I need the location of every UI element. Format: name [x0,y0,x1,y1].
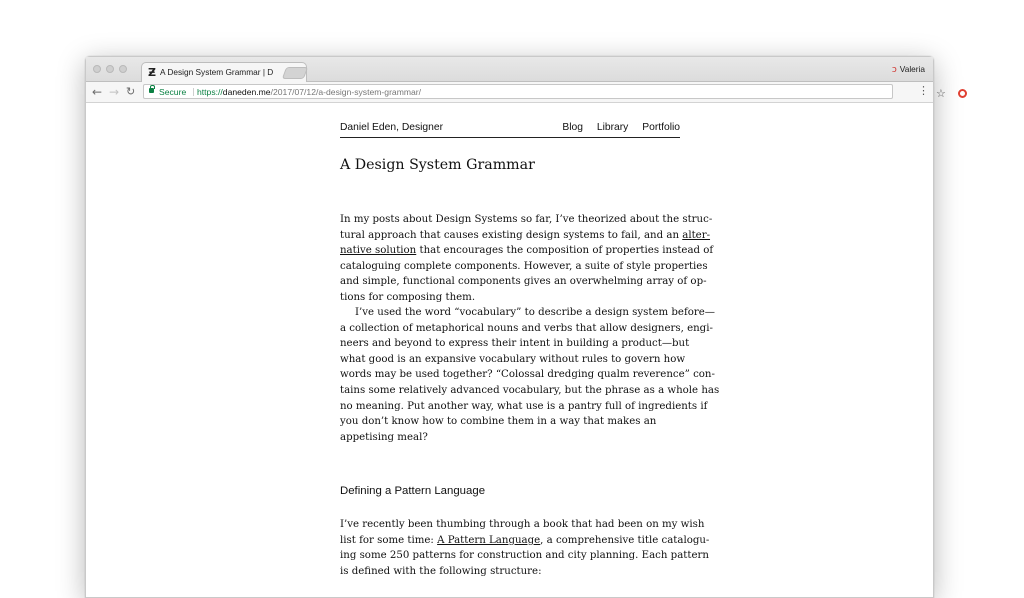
alternative-solution-link[interactable]: alter- [682,229,711,241]
nav-link-blog[interactable]: Blog [562,122,583,133]
section-heading: Defining a Pattern Language [340,485,486,497]
nav-link-portfolio[interactable]: Portfolio [642,122,680,133]
tab-strip [86,57,933,82]
profile-icon: ↄ [891,65,897,75]
site-header [340,121,680,138]
text-line: tions for composing them. [340,291,476,303]
article-title: A Design System Grammar [340,157,535,173]
text-line: and simple, functional components gives an overwhelming array of op- [340,276,707,288]
text-span: list for some time: [340,534,438,546]
paragraph-vocabulary [340,305,720,445]
text-line: neers and beyond to express their intent in building a product—but [340,338,690,350]
alternative-solution-link-cont[interactable]: native solution [340,245,417,257]
url-path: /2017/07/12/a-design-system-grammar/ [270,87,422,97]
url-text[interactable] [197,86,421,98]
page-viewport [86,103,933,597]
url-scheme: https:// [197,87,223,97]
profile-button[interactable] [892,63,925,76]
text-line [340,228,711,244]
browser-toolbar [86,82,946,103]
text-line: appetising meal? [340,431,428,443]
text-line: no meaning. Put another way, what use is a pantry full of ingredients if [340,400,708,412]
text-line: you don’t know how to combine them in a way that makes an [340,416,657,428]
secure-label: Secure [159,87,187,97]
url-host: daneden.me [222,87,271,97]
bookmark-star-icon[interactable]: ☆ [936,87,946,100]
site-brand-link[interactable]: Daniel Eden, Designer [340,122,444,133]
paragraph-intro [340,212,714,306]
a-pattern-language-link[interactable]: A Pattern Language [437,534,541,546]
tab-active[interactable] [141,62,307,82]
text-line: tains some relatively advanced vocabulary, but the phrase as a whole has [340,384,720,396]
tab-title: A Design System Grammar | D [160,67,274,77]
text-line: a collection of metaphorical nouns and verbs that allow designers, engi- [340,322,713,334]
site-favicon-icon: Ƶ [148,66,156,79]
minimize-window-button[interactable] [106,65,114,73]
paragraph-pattern-language [340,517,710,579]
text-line [340,533,710,549]
text-line: In my posts about Design Systems so far, I’ve theorized about the struc- [340,214,713,225]
close-window-button[interactable] [93,65,101,73]
back-arrow-icon[interactable]: ← [92,85,103,99]
browser-menu-icon[interactable]: ⋮ [918,84,929,97]
address-bar[interactable] [143,84,946,100]
text-line: I’ve recently been thumbing through a book that had been on my wish [340,519,705,530]
browser-window [85,56,946,598]
new-tab-button[interactable] [282,67,308,79]
text-line: words may be used together? “Colossal dredging qualm reverence” con- [340,369,715,381]
site-nav [551,122,680,134]
text-span: tural approach that causes existing design systems to fail, and an [340,229,683,241]
text-span: , a comprehensive title catalogu- [540,534,710,546]
text-line: cataloguing complete components. However, a suite of style properties [340,260,708,272]
text-line: is defined with the following structure: [340,565,542,577]
text-line: ing some 250 patterns for construction and city planning. Each pattern [340,550,709,562]
lock-icon [149,88,154,93]
nav-link-library[interactable]: Library [596,122,629,133]
profile-name: Valeria [899,64,925,74]
omnibox-divider [193,88,194,96]
forward-arrow-icon[interactable]: → [109,85,120,99]
reload-icon[interactable]: ↻ [126,85,136,98]
text-span: that encourages the composition of properties instead of [416,245,714,257]
text-line: I’ve used the word “vocabulary” to describe a design system before— [355,307,715,318]
text-line: what good is an expansive vocabulary without rules to govern how [340,353,686,365]
extension-icon[interactable] [958,89,967,98]
text-line [340,243,714,259]
zoom-window-button[interactable] [119,65,127,73]
